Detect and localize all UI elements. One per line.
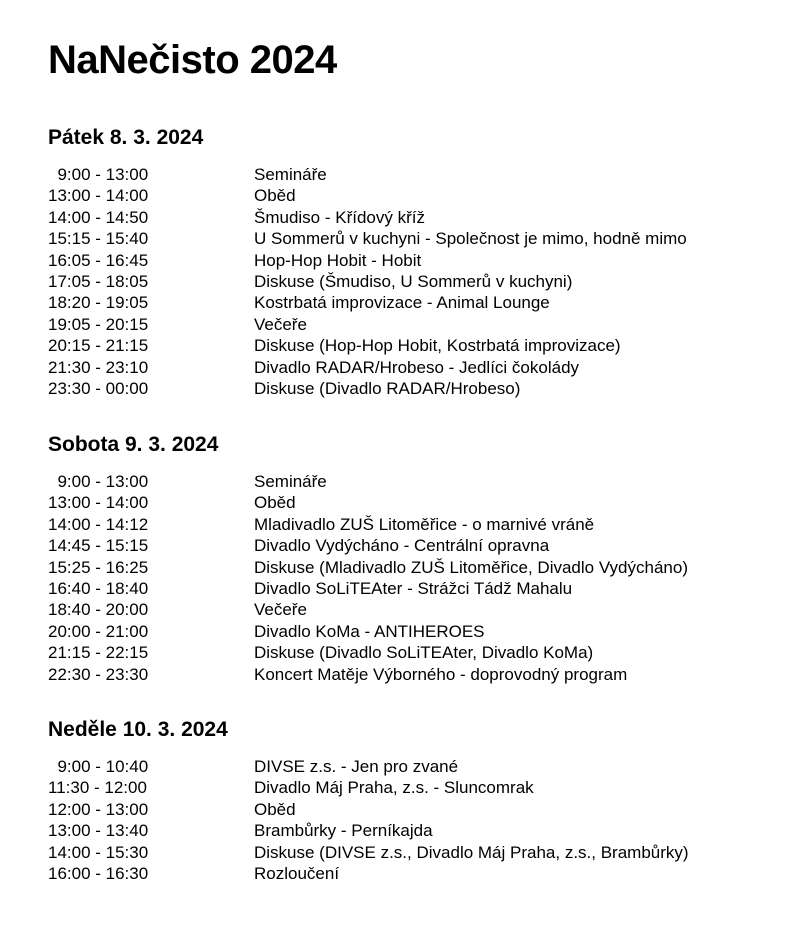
day-section-sunday — [48, 716, 794, 884]
time-range: 13:00 - 14:00 — [48, 186, 149, 206]
schedule-row — [48, 185, 794, 206]
schedule-row — [48, 228, 794, 249]
time-range: 12:00 - 13:00 — [48, 799, 149, 819]
time-range: 21:30 - 23:10 — [48, 357, 149, 377]
schedule-row — [48, 335, 794, 356]
event-name: Diskuse (Divadlo RADAR/Hrobeso) — [254, 379, 521, 399]
time-range: 9:00 - 10:40 — [48, 757, 149, 776]
event-name: Oběd — [254, 493, 296, 513]
day-heading: Pátek 8. 3. 2024 — [48, 126, 204, 149]
time-range: 13:00 - 14:00 — [48, 493, 149, 513]
schedule-row — [48, 777, 794, 798]
event-name: Divadlo KoMa - ANTIHEROES — [254, 621, 485, 641]
event-name: Divadlo Máj Praha, z.s. - Sluncomrak — [254, 778, 534, 798]
event-name: Mladivadlo ZUŠ Litoměřice - o marnivé vráně — [254, 514, 595, 534]
time-range: 21:15 - 22:15 — [48, 643, 149, 663]
event-name: Divadlo SoLiTEAter - Strážci Tádž Mahalu — [254, 579, 573, 599]
schedule-row — [48, 535, 794, 556]
event-name: Hop-Hop Hobit - Hobit — [254, 250, 422, 270]
schedule-row — [48, 314, 794, 335]
schedule-row — [48, 578, 794, 599]
time-range: 14:00 - 15:30 — [48, 842, 149, 862]
event-name: DIVSE z.s. - Jen pro zvané — [254, 757, 459, 776]
document-page — [48, 34, 794, 884]
event-name: Divadlo RADAR/Hrobeso - Jedlíci čokolády — [254, 357, 580, 377]
event-name: Brambůrky - Perníkajda — [254, 821, 433, 841]
time-range: 9:00 - 13:00 — [48, 472, 149, 491]
time-range: 15:25 - 16:25 — [48, 557, 149, 577]
event-name: Oběd — [254, 799, 296, 819]
event-name: Kostrbatá improvizace - Animal Lounge — [254, 293, 550, 313]
event-name: Oběd — [254, 186, 296, 206]
event-name: Diskuse (Divadlo SoLiTEAter, Divadlo KoMa) — [254, 643, 594, 663]
event-name: Diskuse (DIVSE z.s., Divadlo Máj Praha, z.s., Brambůrky) — [254, 842, 689, 862]
schedule-row — [48, 271, 794, 292]
time-range: 16:40 - 18:40 — [48, 579, 149, 599]
time-range: 14:00 - 14:12 — [48, 514, 149, 534]
schedule-row — [48, 164, 794, 185]
time-range: 20:00 - 21:00 — [48, 621, 149, 641]
time-range: 22:30 - 23:30 — [48, 664, 149, 684]
time-range: 17:05 - 18:05 — [48, 272, 149, 292]
event-name: Večeře — [254, 600, 307, 620]
event-name: Večeře — [254, 314, 307, 334]
day-heading: Sobota 9. 3. 2024 — [48, 433, 219, 456]
time-range: 13:00 - 13:40 — [48, 821, 149, 841]
schedule-row — [48, 207, 794, 228]
schedule-row — [48, 642, 794, 663]
schedule-row — [48, 250, 794, 271]
schedule-list — [48, 164, 794, 399]
time-range: 23:30 - 00:00 — [48, 379, 149, 399]
schedule-row — [48, 621, 794, 642]
event-name: U Sommerů v kuchyni - Společnost je mimo, hodně mimo — [254, 229, 687, 249]
schedule-row — [48, 557, 794, 578]
schedule-row — [48, 664, 794, 685]
time-range: 14:45 - 15:15 — [48, 536, 149, 556]
day-section-saturday — [48, 431, 794, 684]
time-range: 20:15 - 21:15 — [48, 336, 149, 356]
time-range: 18:40 - 20:00 — [48, 600, 149, 620]
time-range: 16:00 - 16:30 — [48, 864, 149, 884]
schedule-row — [48, 799, 794, 820]
schedule-row — [48, 863, 794, 884]
time-range: 9:00 - 13:00 — [48, 165, 149, 184]
time-range: 19:05 - 20:15 — [48, 314, 149, 334]
event-name: Koncert Matěje Výborného - doprovodný program — [254, 664, 628, 684]
schedule-row — [48, 471, 794, 492]
schedule-list — [48, 756, 794, 884]
time-range: 14:00 - 14:50 — [48, 207, 149, 227]
schedule-row — [48, 292, 794, 313]
event-name: Semináře — [254, 472, 327, 491]
event-name: Rozloučení — [254, 864, 340, 884]
schedule-row — [48, 514, 794, 535]
time-range: 15:15 - 15:40 — [48, 229, 149, 249]
schedule-row — [48, 599, 794, 620]
schedule-row — [48, 842, 794, 863]
event-name: Diskuse (Šmudiso, U Sommerů v kuchyni) — [254, 272, 573, 292]
document-title: NaNečisto 2024 — [48, 38, 337, 82]
schedule-list — [48, 471, 794, 685]
time-range: 16:05 - 16:45 — [48, 250, 149, 270]
schedule-row — [48, 492, 794, 513]
event-name: Šmudiso - Křídový kříž — [254, 207, 425, 227]
time-range: 11:30 - 12:00 — [48, 778, 147, 798]
schedule-row — [48, 378, 794, 399]
event-name: Divadlo Vydýcháno - Centrální opravna — [254, 536, 550, 556]
schedule-row — [48, 820, 794, 841]
schedule-row — [48, 756, 794, 777]
event-name: Diskuse (Hop-Hop Hobit, Kostrbatá improvizace) — [254, 336, 621, 356]
time-range: 18:20 - 19:05 — [48, 293, 149, 313]
schedule-row — [48, 357, 794, 378]
day-heading: Neděle 10. 3. 2024 — [48, 718, 228, 741]
event-name: Semináře — [254, 165, 327, 184]
event-name: Diskuse (Mladivadlo ZUŠ Litoměřice, Divadlo Vydýcháno) — [254, 557, 688, 577]
day-section-friday — [48, 124, 794, 399]
